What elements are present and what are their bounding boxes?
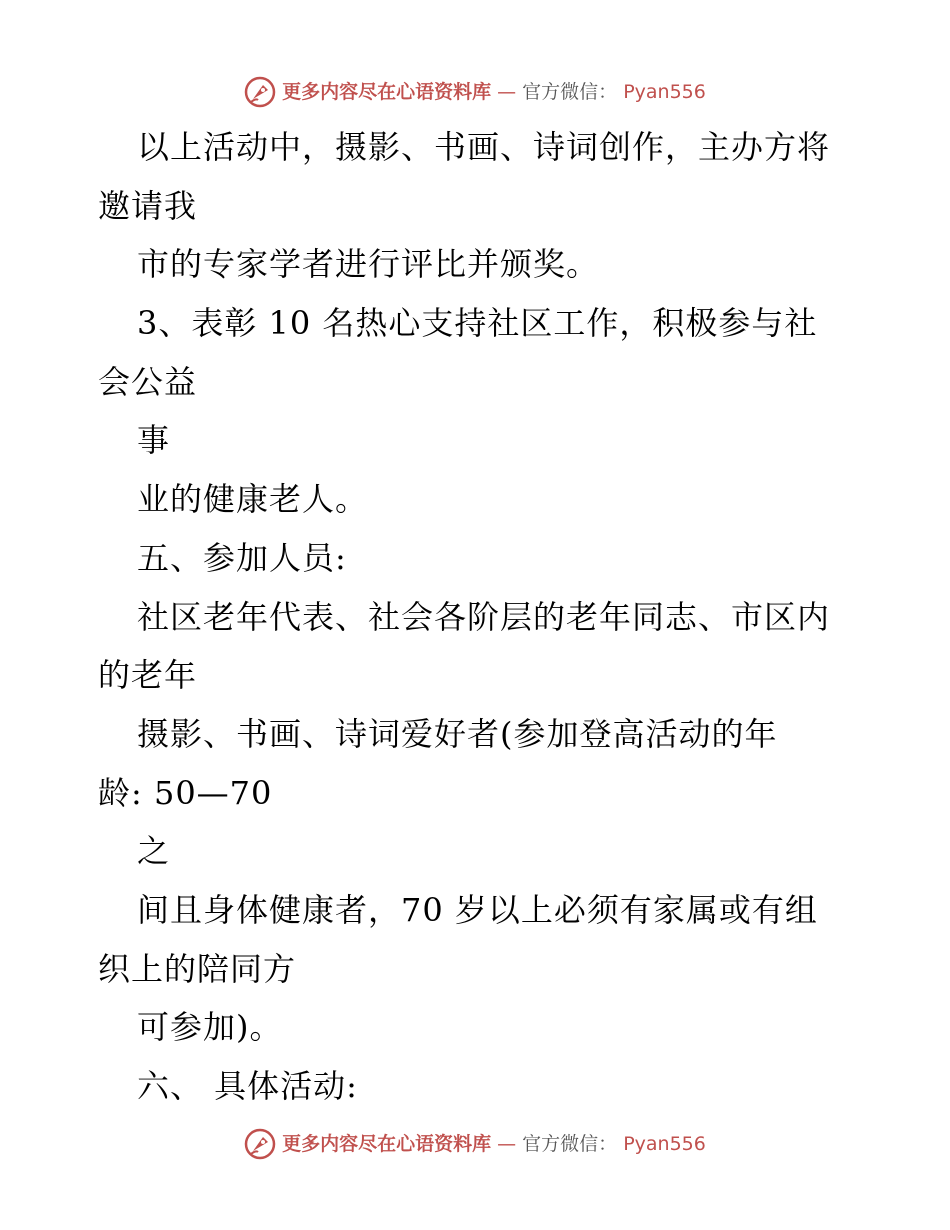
section-heading: 六、 具体活动: [137, 1067, 358, 1105]
pen-nib-logo-icon [244, 1128, 276, 1160]
body-text-line: 之 [137, 832, 171, 870]
body-text-line: 3、表彰 10 名热心支持社区工作，积极参与社 [137, 304, 818, 342]
body-text-line: 事 [137, 421, 171, 459]
body-text-line: 可参加)。 [137, 1008, 283, 1046]
section-heading: 五、参加人员: [137, 539, 347, 577]
watermark-dash: — [497, 1133, 517, 1155]
body-text-line: 织上的陪同方 [98, 950, 297, 988]
watermark-dash: — [497, 81, 517, 103]
body-text-line: 摄影、书画、诗词爱好者(参加登高活动的年 [137, 715, 778, 753]
body-text-line: 业的健康老人。 [137, 480, 369, 518]
header-watermark [0, 76, 950, 108]
watermark-official-label: 官方微信： [522, 1133, 618, 1155]
watermark-wechat-id: Pyan556 [623, 1133, 706, 1155]
body-text-line: 邀请我 [98, 187, 198, 225]
body-text-line: 龄: 50—70 [98, 774, 273, 812]
watermark-official-label: 官方微信： [522, 81, 618, 103]
watermark-main-text: 更多内容尽在心语资料库 [282, 1133, 492, 1155]
body-text-line: 以上活动中，摄影、书画、诗词创作，主办方将 [137, 128, 831, 166]
body-text-line: 社区老年代表、社会各阶层的老年同志、市区内 [137, 598, 831, 636]
pen-nib-logo-icon [244, 76, 276, 108]
body-text-line: 的老年 [98, 656, 198, 694]
footer-watermark [0, 1128, 950, 1160]
watermark-wechat-id: Pyan556 [623, 81, 706, 103]
body-text-line: 市的专家学者进行评比并颁奖。 [137, 245, 600, 283]
body-text-line: 会公益 [98, 363, 198, 401]
watermark-main-text: 更多内容尽在心语资料库 [282, 81, 492, 103]
body-text-line: 间且身体健康者，70 岁以上必须有家属或有组 [137, 891, 818, 929]
